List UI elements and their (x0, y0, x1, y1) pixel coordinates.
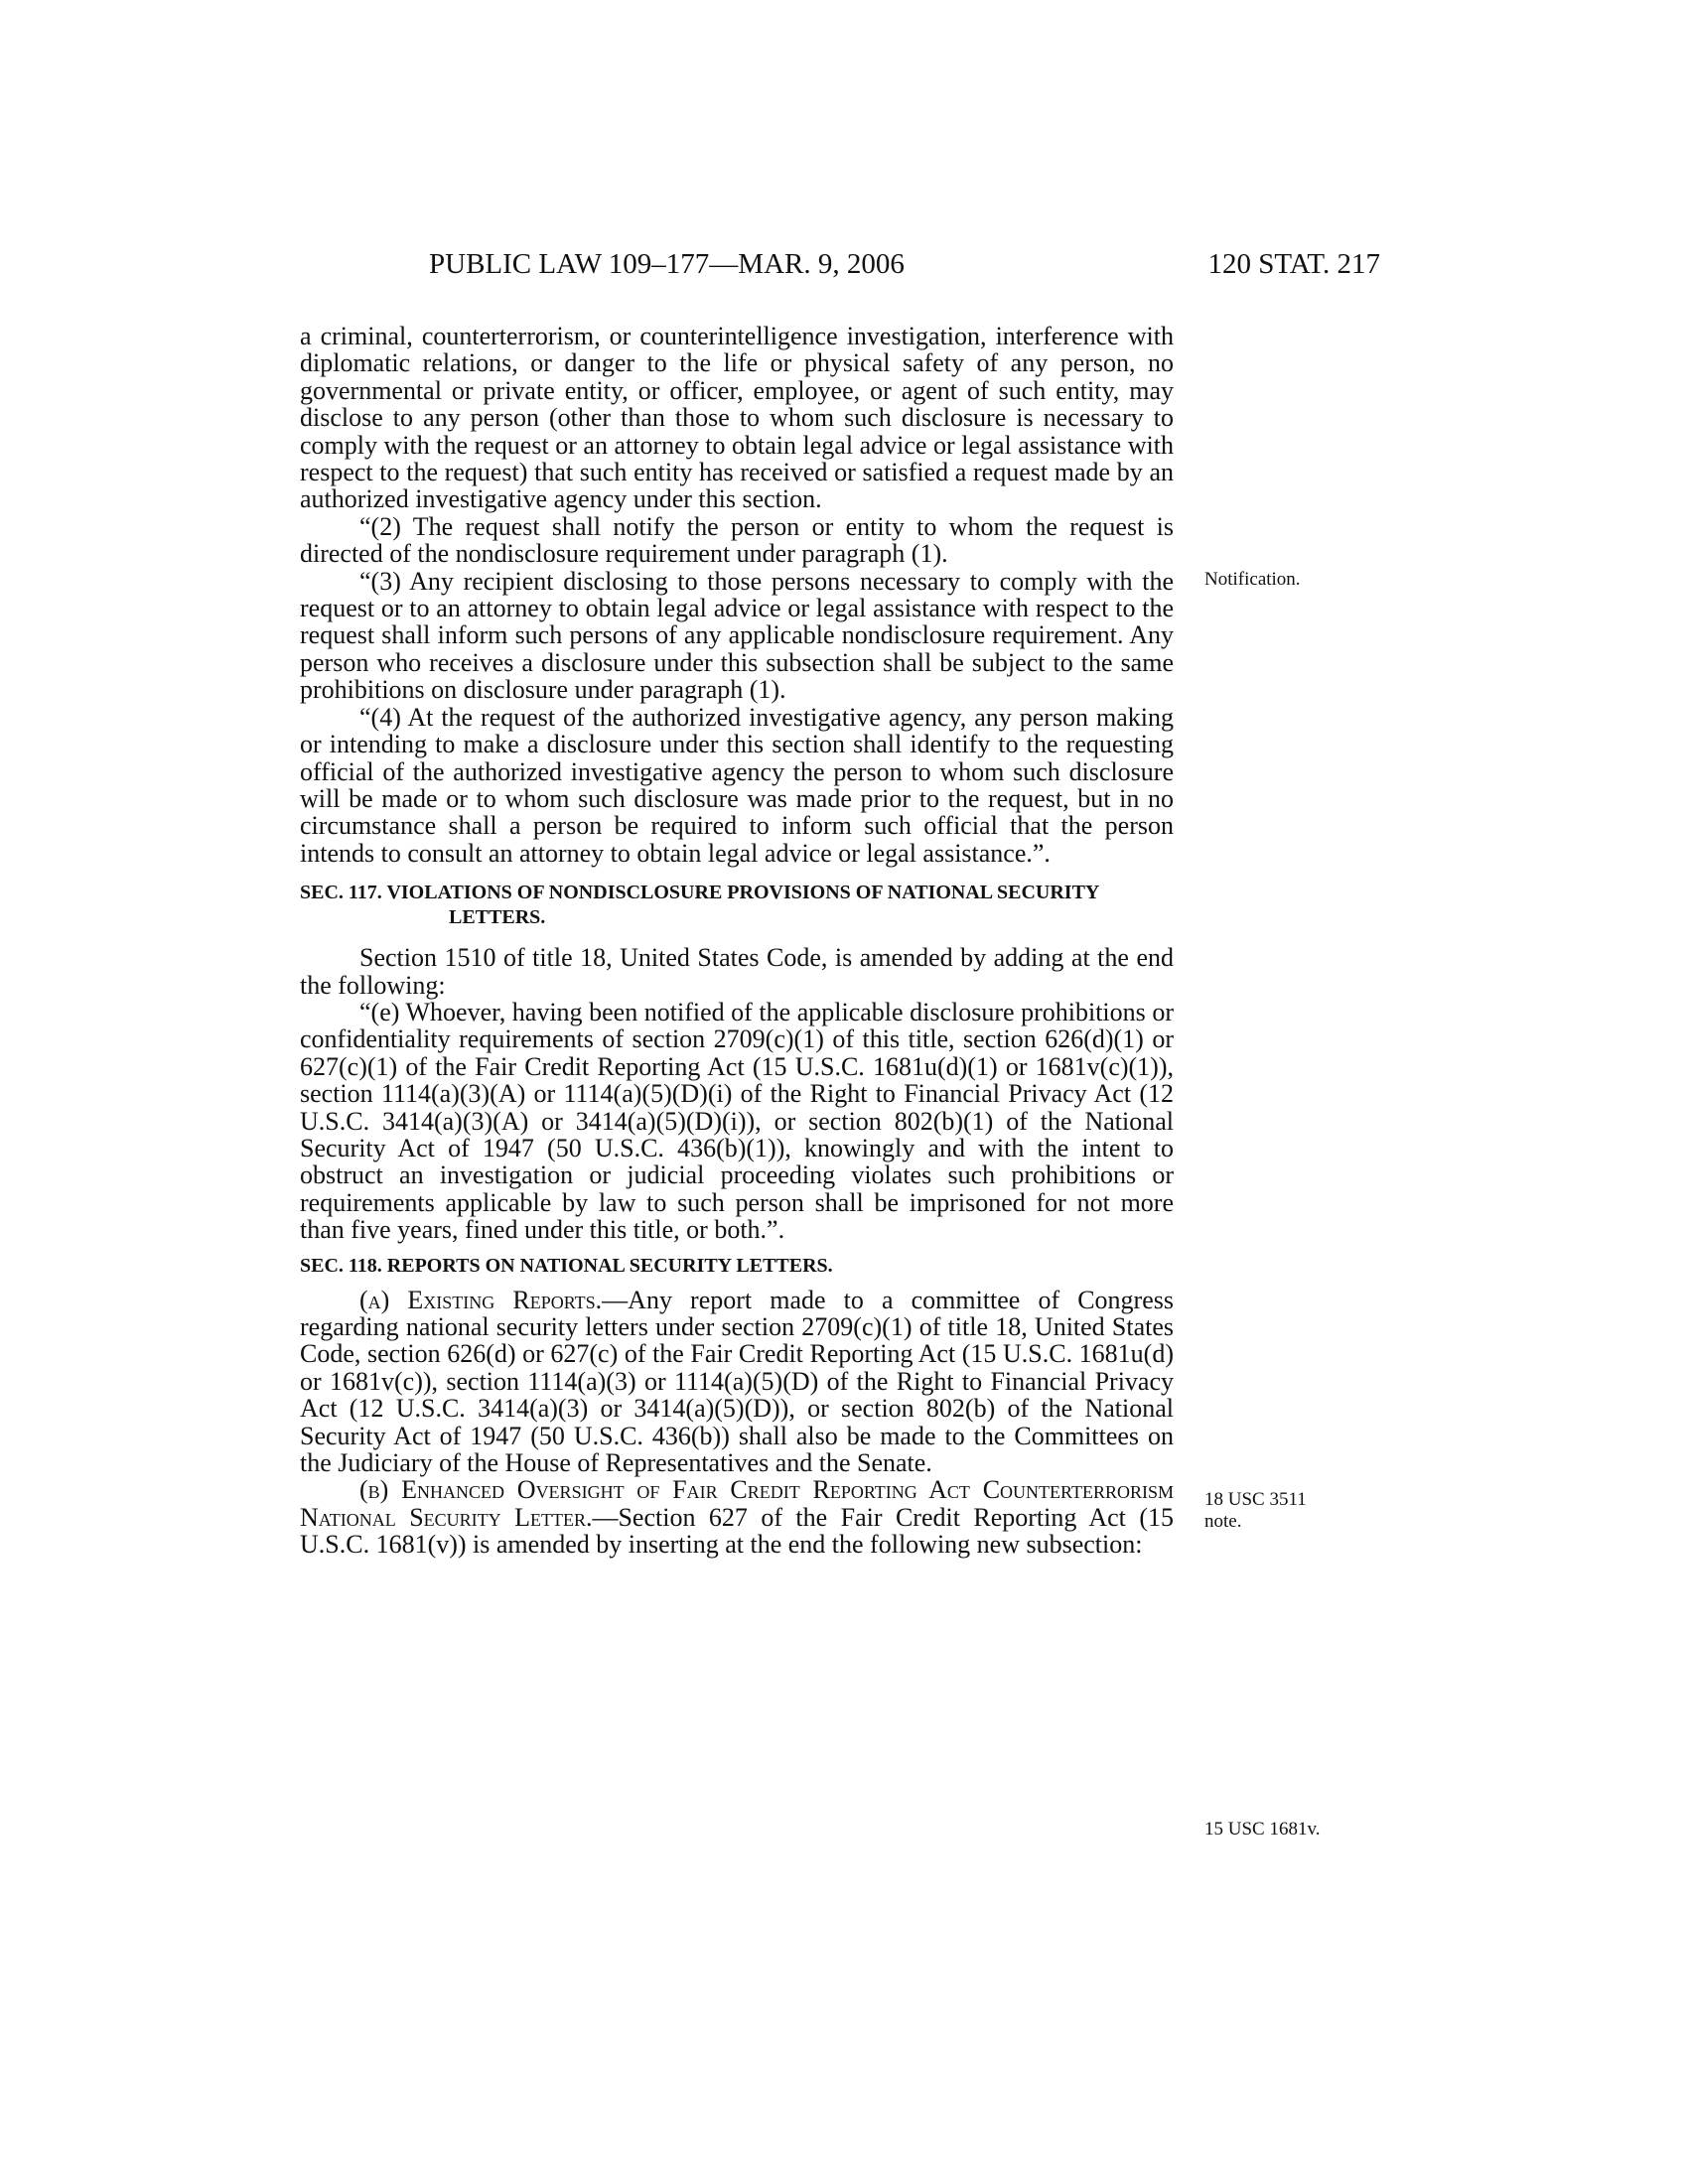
margin-note-18-usc-3511 (1204, 1489, 1307, 1533)
subsection-a-label: (a) Existing Reports. (359, 1285, 603, 1314)
paragraph-3: “(3) Any recipient disclosing to those persons necessary to comply with the request or to an attorney to obtain legal advice or legal assistance with respect to the request shall inform such persons of any applicable nondisclosure requirement. Any person who receives a disclosure under this subsection shall be subject to the same prohibitions on disclosure under paragraph (1). (300, 566, 1174, 705)
section-118-heading: SEC. 118. REPORTS ON NATIONAL SECURITY LETTERS. (300, 1254, 833, 1277)
section-117-heading: SEC. 117. VIOLATIONS OF NONDISCLOSURE PROVISIONS OF NATIONAL SECURITY LETTERS. (300, 882, 1099, 929)
paragraph-2: “(2) The request shall notify the person or entity to whom the request is directed of the nondisclosure requirement under paragraph (1). (300, 511, 1174, 569)
document-body (300, 323, 1174, 1559)
section-117-intro: Section 1510 of title 18, United States Code, is amended by adding at the end the following: (300, 943, 1174, 1000)
statute-page-number: 120 STAT. 217 (1207, 248, 1380, 280)
subsection-b-text: —Section 627 of the Fair Credit Reporting Act (15 U.S.C. 1681(v)) is amended by inserting at the end the following new subsection: (300, 1502, 1174, 1560)
margin-note-line-2: note. (1204, 1511, 1242, 1532)
margin-note-line-1: 18 USC 3511 (1204, 1489, 1307, 1510)
section-118-subsection-a (300, 1287, 1174, 1477)
section-117-subsection-e: “(e) Whoever, having been notified of the applicable disclosure prohibitions or confidentiality requirements of section 2709(c)(1) of this title, section 626(d)(1) or 627(c)(1) of the Fair Credit Reporting Act (15 U.S.C. 1681u(d)(1) or 1681v(c)(1)), section 1114(a)(3)(A) or 1114(a)(5)(D)(i) of the Right to Financial Privacy Act (12 U.S.C. 3414(a)(3)(A) or 3414(a)(5)(D)(i)), or section 802(b)(1) of the National Security Act of 1947 (50 U.S.C. 436(b)(1)), knowingly and with the intent to obstruct an investigation or judicial proceeding violates such prohibitions or requirements applicable by law to such person shall be imprisoned for not more than five years, fined under this title, or both.”. (300, 997, 1174, 1245)
page-header (429, 248, 1380, 288)
public-law-title: PUBLIC LAW 109–177—MAR. 9, 2006 (429, 248, 905, 280)
section-118-subsection-b (300, 1476, 1174, 1558)
margin-note-notification: Notification. (1204, 569, 1301, 590)
subsection-b-label: (b) Enhanced Oversight of Fair Credit Reporting Act Counterterrorism National Security Letter. (300, 1475, 1174, 1532)
paragraph-4: “(4) At the request of the authorized investigative agency, any person making or intending to make a disclosure under this section shall identify to the requesting official of the authorized investigative agency the person to whom such disclosure will be made or to whom such disclosure was made prior to the request, but in no circumstance shall a person be required to inform such official that the person intends to consult an attorney to obtain legal advice or legal assistance.”. (300, 702, 1174, 868)
margin-note-15-usc-1681v: 15 USC 1681v. (1204, 1819, 1321, 1840)
subsection-a-text: —Any report made to a committee of Congress regarding national security letters under section 2709(c)(1) of title 18, United States Code, section 626(d) or 627(c) of the Fair Credit Reporting Act (15 U.S.C. 1681u(d) or 1681v(c)), section 1114(a)(3) or 1114(a)(5)(D) of the Right to Financial Privacy Act (12 U.S.C. 3414(a)(3) or 3414(a)(5)(D)), or section 802(b) of the National Security Act of 1947 (50 U.S.C. 436(b)) shall also be made to the Committees on the Judiciary of the House of Representatives and the Senate. (300, 1285, 1174, 1478)
paragraph-continuation: a criminal, counterterrorism, or counterintelligence investigation, interference with diplomatic relations, or danger to the life or physical safety of any person, no governmental or private entity, or officer, employee, or agent of such entity, may disclose to any person (other than those to whom such disclosure is necessary to comply with the request or an attorney to obtain legal advice or legal assistance with respect to the request) that such entity has received or satisfied a request made by an authorized investigative agency under this section. (300, 322, 1174, 514)
